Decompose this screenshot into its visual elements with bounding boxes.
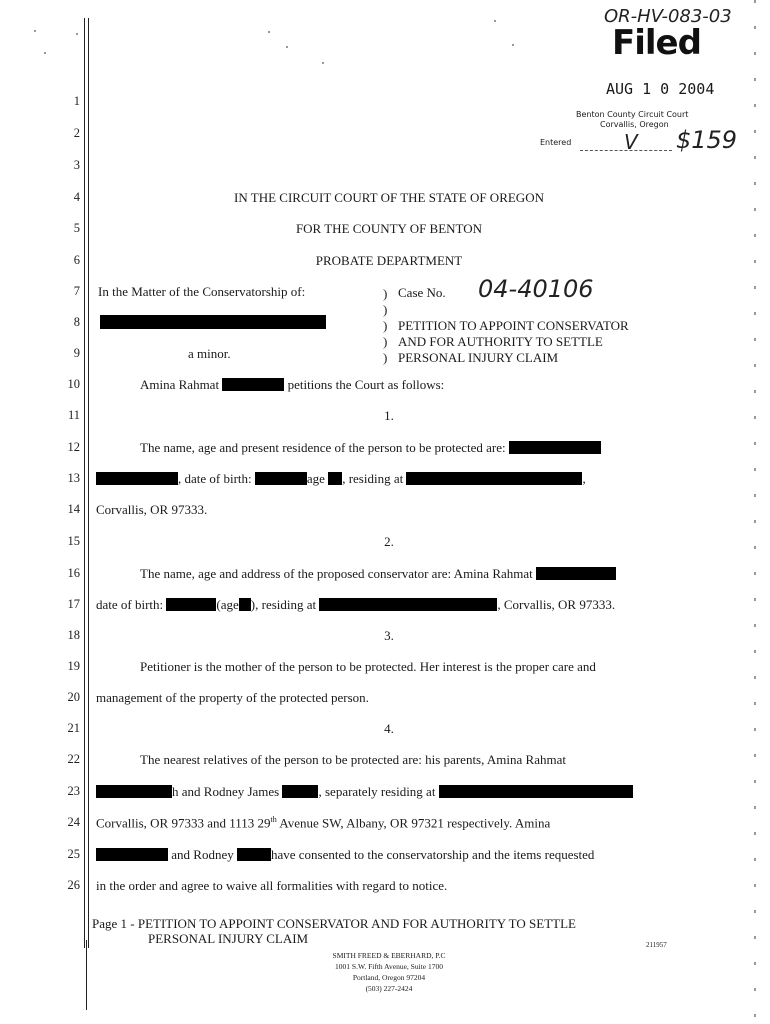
paragraph-text: Avenue SW, Albany, OR 97321 respectively. Amina (276, 815, 551, 831)
superscript: th (270, 815, 277, 824)
line-number: 10 (67, 377, 80, 391)
stamp-court: Benton County Circuit Court (576, 110, 689, 119)
redacted-text (509, 441, 601, 454)
redacted-text (406, 472, 582, 485)
case-number: 04-40106 (478, 275, 594, 303)
stamp-fee: $159 (676, 126, 738, 154)
paragraph-4-line-25 (96, 847, 594, 863)
footer-address-1: 1001 S.W. Fifth Avenue, Suite 1700 (335, 962, 443, 971)
line-number: 19 (67, 659, 80, 673)
caption-paren: ) (383, 302, 388, 317)
paragraph-text: h and Rodney James (172, 784, 280, 799)
line-number: 14 (67, 502, 80, 516)
stamp-entered-label: Entered (540, 138, 572, 147)
line-number: 6 (73, 253, 80, 267)
line-number: 12 (67, 440, 80, 454)
line-number: 8 (73, 315, 80, 329)
line-number: 16 (67, 566, 80, 580)
redacted-text (255, 472, 307, 485)
footer-phone: (503) 227-2424 (365, 984, 413, 993)
line-number: 24 (67, 815, 80, 829)
line-number: 20 (67, 690, 80, 704)
left-margin-rule (84, 18, 85, 948)
scan-speck (76, 33, 78, 35)
paragraph-text: , date of birth: (178, 471, 252, 486)
county-heading: FOR THE COUNTY OF BENTON (295, 221, 483, 236)
line-number: 26 (67, 878, 80, 892)
paragraph-text: date of birth: (96, 597, 164, 612)
caption-matter: In the Matter of the Conservatorship of: (98, 284, 306, 299)
intro-line (140, 377, 444, 393)
caption-paren: ) (383, 286, 388, 301)
paragraph-number-4: 4. (384, 721, 394, 736)
redacted-name (100, 315, 326, 329)
redacted-text (237, 848, 271, 861)
redacted-text (239, 598, 251, 611)
paragraph-4-line-26: in the order and agree to waive all formalities with regard to notice. (96, 878, 448, 893)
line-number: 17 (67, 597, 80, 611)
line-number: 9 (73, 346, 80, 360)
redacted-text (96, 785, 172, 798)
right-margin-dots (754, 0, 756, 1024)
footer-doc-code: 211957 (646, 941, 667, 949)
paragraph-text: have consented to the conservatorship and the items requested (270, 847, 595, 862)
line-number: 2 (73, 126, 80, 140)
footer-page-label: Page 1 - PETITION TO APPOINT CONSERVATOR AND FOR AUTHORITY TO SETTLE (92, 916, 576, 931)
redacted-text (222, 378, 284, 391)
line-number: 4 (73, 190, 80, 204)
stamp-entered-mark: V (624, 130, 638, 154)
line-number: 22 (67, 752, 80, 766)
redacted-text (282, 785, 318, 798)
footer-address-2: Portland, Oregon 97204 (352, 973, 426, 982)
petition-title-line-2: AND FOR AUTHORITY TO SETTLE (398, 334, 603, 349)
line-number: 11 (67, 408, 80, 422)
caption-paren: ) (383, 334, 388, 349)
line-number: 5 (73, 221, 80, 235)
petitioner-name: Amina Rahmat (140, 377, 220, 392)
paragraph-text: and Rodney (171, 847, 234, 862)
paragraph-4-line-24 (96, 815, 550, 831)
paragraph-number-3: 3. (384, 628, 394, 643)
scan-speck (494, 20, 496, 22)
line-number: 25 (67, 847, 80, 861)
scan-speck (322, 62, 324, 64)
paragraph-3-line-19: Petitioner is the mother of the person to be protected. Her interest is the proper care and (140, 659, 596, 674)
stamp-city: Corvallis, Oregon (600, 120, 669, 129)
left-margin-rule-lower (86, 940, 87, 1010)
paragraph-4-line-22: The nearest relatives of the person to be protected are: his parents, Amina Rahmat (140, 752, 566, 767)
scan-speck (268, 31, 270, 33)
redacted-text (96, 472, 178, 485)
footer-firm: SMITH FREED & EBERHARD, P.C (332, 951, 446, 960)
scan-speck (512, 44, 514, 46)
paragraph-3-line-20: management of the property of the protected person. (96, 690, 369, 705)
line-number: 21 (67, 721, 80, 735)
paragraph-text: age (306, 471, 325, 486)
line-number: 23 (67, 784, 80, 798)
case-number-label: Case No. (398, 285, 446, 300)
paragraph-number-2: 2. (384, 534, 394, 549)
paragraph-2-line-16 (140, 566, 616, 582)
stamp-handwritten-number: OR-HV-083-03 (604, 6, 732, 27)
scan-speck (286, 46, 288, 48)
paragraph-text: Corvallis, OR 97333 and 1113 29 (96, 815, 271, 831)
scan-speck (44, 52, 46, 54)
redacted-text (166, 598, 216, 611)
paragraph-text: (age (216, 597, 239, 612)
redacted-text (439, 785, 633, 798)
line-number: 1 (73, 94, 80, 108)
scan-speck (34, 30, 36, 32)
caption-minor: a minor. (188, 346, 231, 361)
line-number: 18 (67, 628, 80, 642)
paragraph-text: ), residing at (250, 597, 317, 612)
paragraph-1-line-12 (140, 440, 601, 456)
redacted-text (96, 848, 168, 861)
paragraph-number-1: 1. (384, 408, 394, 423)
redacted-text (319, 598, 497, 611)
caption-paren: ) (383, 350, 388, 365)
paragraph-text: , (582, 471, 586, 486)
paragraph-text: The name, age and address of the proposed conservator are: Amina Rahmat (140, 566, 533, 581)
stamp-filed: Filed (612, 23, 701, 63)
petition-title-line-3: PERSONAL INJURY CLAIM (398, 350, 559, 365)
petition-title-line-1: PETITION TO APPOINT CONSERVATOR (398, 318, 629, 333)
paragraph-text: , Corvallis, OR 97333. (497, 597, 616, 612)
footer-page-label-2: PERSONAL INJURY CLAIM (148, 931, 309, 946)
paragraph-text: , residing at (342, 471, 404, 486)
stamp-entered-underline (580, 150, 672, 151)
line-number: 15 (67, 534, 80, 548)
line-number: 3 (73, 158, 80, 172)
paragraph-2-line-17 (96, 597, 615, 613)
paragraph-1-line-14: Corvallis, OR 97333. (96, 502, 208, 517)
paragraph-text: The name, age and present residence of the person to be protected are: (140, 440, 506, 455)
intro-text: petitions the Court as follows: (287, 377, 445, 392)
court-heading: IN THE CIRCUIT COURT OF THE STATE OF OREGON (234, 190, 544, 205)
department-heading: PROBATE DEPARTMENT (315, 253, 463, 268)
line-number: 7 (73, 284, 80, 298)
caption-paren: ) (383, 318, 388, 333)
left-margin-rule-inner (88, 18, 89, 948)
line-number: 13 (67, 471, 80, 485)
redacted-text (536, 567, 616, 580)
stamp-date: AUG 1 0 2004 (606, 80, 715, 98)
paragraph-text: , separately residing at (318, 784, 436, 799)
paragraph-1-line-13 (96, 471, 586, 487)
redacted-text (328, 472, 342, 485)
paragraph-4-line-23 (96, 784, 633, 800)
